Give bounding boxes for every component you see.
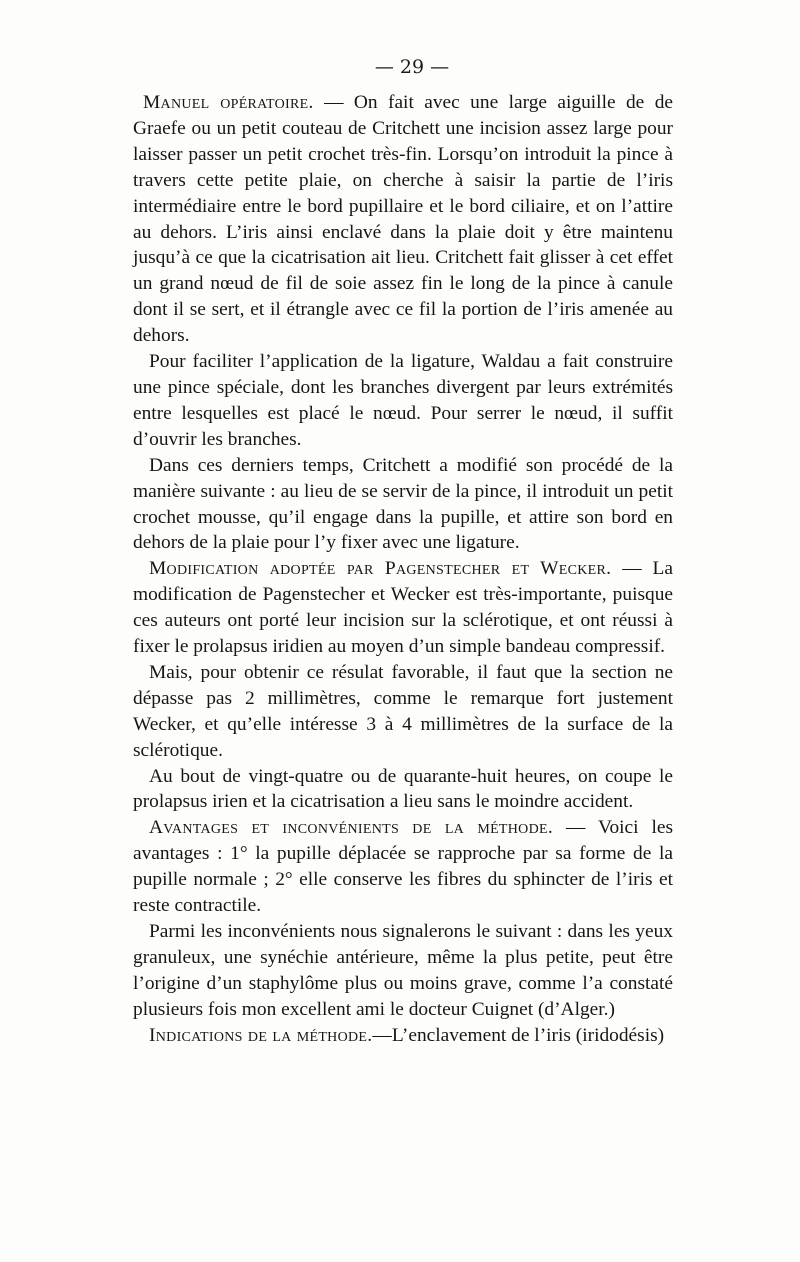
paragraph-manuel-operatoire <box>133 90 673 349</box>
section-heading: Avantages et inconvénients de la méthode. <box>149 817 554 839</box>
section-heading: Indications de la méthode. <box>149 1024 373 1046</box>
paragraph-text: — Voici les avantages : 1° la pupille déplacée se rapproche par sa forme de la pupille normale ; 2° elle conserve les fibres du sphincter de l’iris et reste contractile. <box>133 817 673 917</box>
paragraph-critchett <box>133 453 673 557</box>
paragraph-text: —L’enclavement de l’iris (iridodésis) <box>372 1024 665 1046</box>
section-heading: Manuel opératoire. <box>143 92 314 113</box>
body-text <box>133 90 673 1049</box>
paragraph-indications <box>133 1023 673 1049</box>
paragraph-text: Pour faciliter l’application de la ligature, Waldau a fait construire une pince spéciale, dont les branches divergent par leurs extrémités entre lesquelles est placé le nœud. Pour serrer le nœud, il suffit d’ouvrir les branches. <box>133 351 673 450</box>
paragraph-resultat <box>133 660 673 764</box>
paragraph-waldau <box>133 349 673 453</box>
paragraph-text: Parmi les inconvénients nous signalerons le suivant : dans les yeux granuleux, une synéchie antérieure, même la plus petite, peut être l’origine d’un staphylôme plus ou moins grave, comme l’a constaté plusieurs fois mon excellent ami le docteur Cuignet (d’Alger.) <box>133 921 673 1020</box>
section-heading: Modification adoptée par Pagenstecher et Wecker. <box>149 558 612 580</box>
page-number: — 29 — <box>374 56 450 78</box>
paragraph-prolapsus <box>133 764 673 816</box>
paragraph-avantages <box>133 815 673 919</box>
paragraph-text: — La modification de Pagenstecher et Wecker est très-importante, puisque ces auteurs ont porté leur incision sur la sclérotique, et ont réussi à fixer le prolapsus iridien au moyen d’un simple bandeau compressif. <box>133 558 673 658</box>
paragraph-text: Mais, pour obtenir ce résulat favorable, il faut que la section ne dépasse pas 2 millimètres, comme le remarque fort justement Wecker, et qu’elle intéresse 3 à 4 millimètres de la surface de la sclérotique. <box>133 661 673 761</box>
paragraph-text: Dans ces derniers temps, Critchett a modifié son procédé de la manière suivante : au lieu de se servir de la pince, il introduit un petit crochet mousse, qu’il engage dans la pupille, et attire son bord en dehors de la plaie pour l’y fixer avec une ligature. <box>133 454 673 554</box>
paragraph-text: Au bout de vingt-quatre ou de quarante-huit heures, on coupe le prolapsus irien et la cicatrisation a lieu sans le moindre accident. <box>133 765 673 813</box>
paragraph-inconvenients <box>133 919 673 1023</box>
paragraph-text: — On fait avec une large aiguille de de Graefe ou un petit couteau de Critchett une incision assez large pour laisser passer un petit crochet très-fin. Lorsqu’on introduit la pince à travers cette petite plaie, on cherche à saisir la partie de l’iris intermédiaire entre le bord pupillaire et le bord ciliaire, et on l’attire au dehors. L’iris ainsi enclavé dans la plaie doit y être maintenu jusqu’à ce que la cicatrisation ait lieu. Critchett fait glisser à cet effet un grand nœud de fil de soie assez fin le long de la pince à canule dont il se sert, et il étrangle avec ce fil la portion de l’iris amenée au dehors. <box>133 92 674 347</box>
paragraph-modification <box>133 556 673 660</box>
